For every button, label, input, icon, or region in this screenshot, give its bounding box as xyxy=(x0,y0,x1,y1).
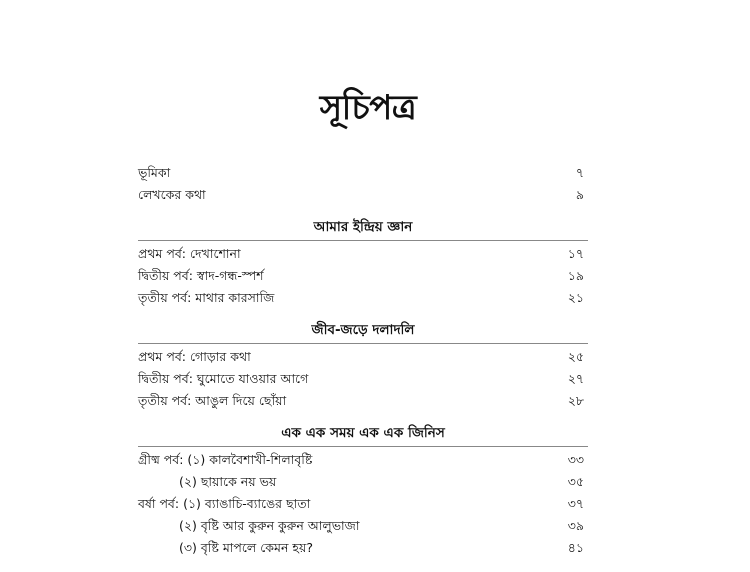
toc-entry-page-number: ৩৩ xyxy=(567,452,584,467)
toc-entry-label: (২) ছায়াকে নয় ভয় xyxy=(179,474,277,489)
toc-entry-label: লেখকের কথা xyxy=(138,187,206,202)
toc-entry-label: (৩) বৃষ্টি মাপলে কেমন হয়? xyxy=(179,540,313,555)
toc-entry-label: দ্বিতীয় পর্ব: ঘুমোতে যাওয়ার আগে xyxy=(138,371,309,386)
toc-entry-page-number: ৩৫ xyxy=(567,474,584,489)
section-divider xyxy=(138,446,588,447)
section-spacer xyxy=(138,206,588,212)
toc-entry-page-number: ২৫ xyxy=(567,349,584,364)
toc-entry-page-number: ৭ xyxy=(575,165,584,180)
page-title: সূচিপত্র xyxy=(319,88,417,128)
toc-entry-page-number: ১৭ xyxy=(567,246,584,261)
toc-entry-page-number: ৩৭ xyxy=(567,496,584,511)
toc-entry xyxy=(138,243,588,265)
toc-entry-label: তৃতীয় পর্ব: মাথার কারসাজি xyxy=(138,290,275,305)
table-of-contents xyxy=(138,162,588,559)
toc-entry-label: গ্রীষ্ম পর্ব: (১) কালবৈশাখী-শিলাবৃষ্টি xyxy=(138,452,313,467)
toc-entry xyxy=(138,537,588,559)
section-divider xyxy=(138,343,588,344)
toc-entry-label: (২) বৃষ্টি আর কুরুন কুরুন আলুভাজা xyxy=(179,518,360,533)
toc-entry xyxy=(138,184,588,206)
toc-entry-label: বর্ষা পর্ব: (১) ব্যাঙাচি-ব্যাঙের ছাতা xyxy=(138,496,311,511)
toc-entry xyxy=(138,287,588,309)
toc-entry xyxy=(138,515,588,537)
toc-entry-page-number: ৩৯ xyxy=(567,518,584,533)
toc-entry-page-number: ২৭ xyxy=(567,371,584,386)
section-heading: জীব-জড়ে দলাদলি xyxy=(311,322,415,338)
toc-entry-label: প্রথম পর্ব: দেখাশোনা xyxy=(138,246,241,261)
toc-entry-label: প্রথম পর্ব: গোড়ার কথা xyxy=(138,349,251,364)
toc-entry xyxy=(138,265,588,287)
section-divider xyxy=(138,240,588,241)
front-matter-list xyxy=(138,162,588,206)
toc-entry-label: তৃতীয় পর্ব: আঙুল দিয়ে ছোঁয়া xyxy=(138,393,287,408)
section-spacer xyxy=(138,412,588,418)
toc-entry xyxy=(138,368,588,390)
section-heading: এক এক সময় এক এক জিনিস xyxy=(281,425,445,441)
section-spacer xyxy=(138,309,588,315)
toc-entry-page-number: ২১ xyxy=(567,290,584,305)
toc-entry-page-number: ৯ xyxy=(575,187,584,202)
toc-entry-label: ভূমিকা xyxy=(138,165,171,180)
toc-entry-page-number: ৪১ xyxy=(567,540,584,555)
section-heading: আমার ইন্দ্রিয় জ্ঞান xyxy=(313,219,413,235)
toc-entry-label: দ্বিতীয় পর্ব: স্বাদ-গন্ধ-স্পর্শ xyxy=(138,268,264,283)
toc-entry-page-number: ১৯ xyxy=(567,268,584,283)
toc-entry xyxy=(138,346,588,368)
toc-entry xyxy=(138,390,588,412)
toc-entry-page-number: ২৮ xyxy=(567,393,584,408)
toc-entry xyxy=(138,162,588,184)
toc-entry xyxy=(138,471,588,493)
section-list xyxy=(138,206,588,559)
toc-entry xyxy=(138,493,588,515)
toc-entry xyxy=(138,449,588,471)
